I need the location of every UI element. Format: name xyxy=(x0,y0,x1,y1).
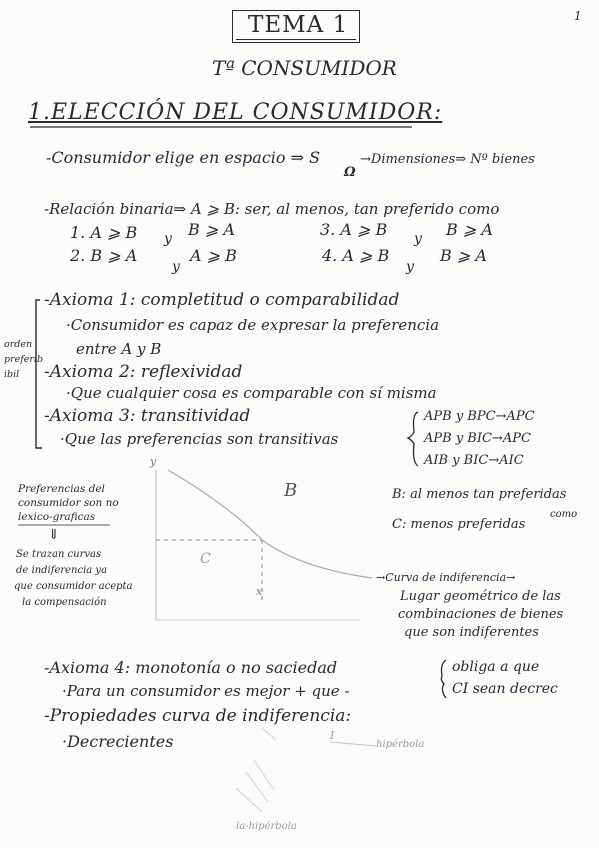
side-margin-3: ibil xyxy=(4,369,20,380)
lexi-note-2: consumidor son no xyxy=(18,497,119,509)
binary-relation-line: -Relación binaria⇒ A ⩾ B: ser, al menos, tan preferido como xyxy=(44,200,500,218)
axiom-bracket xyxy=(36,300,42,448)
axiom-2-desc: ·Que cualquier cosa es comparable con sí misma xyxy=(66,384,437,402)
transitivity-2: APB y BIC→APC xyxy=(424,431,531,446)
relation-4-b: B ⩾ A xyxy=(440,246,487,265)
axiom-1-desc-2: entre A y B xyxy=(76,340,162,358)
relation-3-b: B ⩾ A xyxy=(446,220,493,239)
axiom-3-desc: ·Que las preferencias son transitivas xyxy=(60,430,339,448)
faint-label-i: I xyxy=(330,729,335,742)
relation-1: 1. A ⩾ B xyxy=(70,223,138,242)
lexi-note2-4: la compensación xyxy=(22,597,107,608)
faint-label-hyperbola: hipérbola xyxy=(376,739,425,750)
relation-4: 4. A ⩾ B xyxy=(322,246,390,265)
subtitle: Tª CONSUMIDOR xyxy=(212,56,397,80)
relation-4-y: y xyxy=(406,259,414,275)
transitivity-brace xyxy=(408,412,418,466)
page-number: 1 xyxy=(574,9,582,23)
curve-desc-1: Lugar geométrico de las xyxy=(400,589,561,604)
transitivity-1: APB y BPC→APC xyxy=(424,409,535,424)
faint-label-la-hyperbola: la-hipérbola xyxy=(236,821,297,832)
relation-1-y: y xyxy=(164,231,172,247)
consumer-space-line: -Consumidor elige en espacio ⇒ S xyxy=(46,148,321,167)
property-decreasing: ·Decrecientes xyxy=(62,732,174,751)
transitivity-3: AIB y BIC→AIC xyxy=(424,453,524,468)
axiom-4: -Axioma 4: monotonía o no saciedad xyxy=(44,658,338,677)
relation-2-b: A ⩾ B xyxy=(190,246,237,265)
relation-3-y: y xyxy=(414,231,422,247)
b-definition: B: al menos tan preferidas xyxy=(392,487,567,502)
axiom-4-note-1: obliga a que xyxy=(452,659,540,675)
curve-desc-2: combinaciones de bienes xyxy=(398,607,564,622)
axiom-3: -Axioma 3: transitividad xyxy=(44,406,251,426)
lexi-arrow: ⇓ xyxy=(48,527,60,543)
side-margin-2: preferib xyxy=(4,354,44,365)
graph-label-c: C xyxy=(200,551,211,567)
relation-1-b: B ⩾ A xyxy=(188,220,235,239)
section-heading: 1.ELECCIÓN DEL CONSUMIDOR: xyxy=(28,100,443,125)
side-margin-1: orden xyxy=(4,339,33,350)
axiom-4-desc: ·Para un consumidor es mejor + que - xyxy=(62,682,350,700)
axiom-1: -Axioma 1: completitud o comparabilidad xyxy=(44,290,400,310)
axiom-1-desc-1: ·Consumidor es capaz de expresar la preferencia xyxy=(66,316,440,334)
graph-axis-x: x xyxy=(256,585,263,598)
axiom-4-note-2: CI sean decrec xyxy=(452,681,558,697)
c-definition: C: menos preferidas xyxy=(392,517,526,532)
graph-axis-y: y xyxy=(150,455,157,468)
curve-label: →Curva de indiferencia→ xyxy=(376,571,516,584)
lexi-note2-1: Se trazan curvas xyxy=(16,549,102,560)
lexi-note2-2: de indiferencia ya xyxy=(16,565,108,576)
faint-arrow xyxy=(330,742,376,746)
graph-label-b: B xyxy=(284,480,298,501)
b-definition-como: como xyxy=(550,509,578,520)
axiom4-brace xyxy=(441,660,446,698)
curve-desc-3: que son indiferentes xyxy=(404,625,539,640)
lexi-note-1: Preferencias del xyxy=(18,483,105,495)
relation-2: 2. B ⩾ A xyxy=(70,246,138,265)
lexi-note-3: lexico-graficas xyxy=(18,511,96,523)
relation-3: 3. A ⩾ B xyxy=(320,220,388,239)
dimensions-line: →Dimensiones⇒ Nº bienes xyxy=(360,152,535,167)
lexi-note2-3: que consumidor acepta xyxy=(14,581,133,592)
faint-sketch xyxy=(236,728,276,812)
omega-symbol: Ω xyxy=(344,165,356,180)
relation-2-y: y xyxy=(172,259,180,275)
page-title: TEMA 1 xyxy=(248,12,349,38)
properties-heading: -Propiedades curva de indiferencia: xyxy=(44,706,352,726)
axiom-2: -Axioma 2: reflexividad xyxy=(44,362,243,382)
indifference-curve xyxy=(168,470,372,578)
